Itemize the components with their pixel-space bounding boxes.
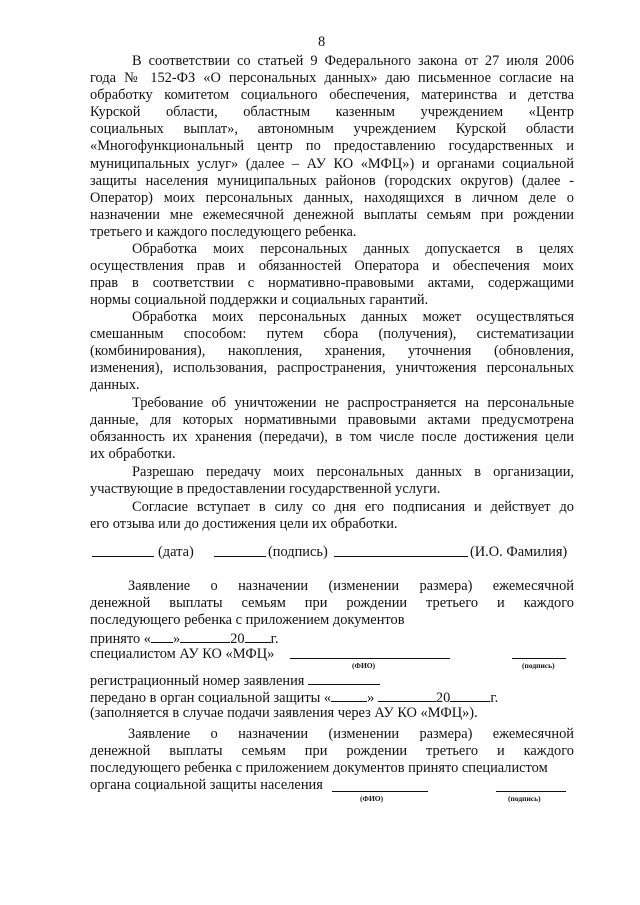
- accepted-close-quote: »: [173, 630, 181, 647]
- paragraph-line: Оператор) моих персональных данных, находящихся в личном деле о: [90, 189, 574, 206]
- year-blank: [245, 629, 271, 643]
- paragraph-line: года № 152-ФЗ «О персональных данных» даю письменное согласие на: [90, 70, 574, 87]
- transferred-close-quote: »: [367, 689, 375, 706]
- accepted-year: 20: [230, 630, 245, 647]
- social-last-line: органа социальной защиты населения: [90, 776, 323, 793]
- day-blank: [331, 688, 367, 702]
- paragraph-line: данные, для которых нормативными правовыми актами предусмотрена: [90, 412, 574, 429]
- social-statement-line: последующего ребенка с приложением документов принято специалистом: [90, 759, 548, 776]
- paragraph-line: участвующие в предоставлении государственной услуги.: [90, 481, 441, 498]
- date-blank: [92, 556, 154, 557]
- paragraph-line: (комбинирования), накопления, хранения, уточнения (обновления,: [90, 343, 574, 360]
- reg-number-blank: [308, 671, 380, 685]
- signature-label: (подпись): [268, 544, 328, 561]
- name-label: (И.О. Фамилия): [470, 544, 568, 561]
- paragraph-line: данных.: [90, 377, 140, 394]
- paragraph-line: его отзыва или до достижения цели их обработки.: [90, 515, 398, 532]
- month-blank: [378, 688, 436, 702]
- paragraph-line: муниципальных услуг» (далее – АУ КО «МФЦ») и органами социальной: [90, 155, 574, 172]
- paragraph-line: Разрешаю передачу моих персональных данных в организации,: [132, 464, 574, 481]
- paragraph-line: социальных выплат», автономным учреждением Курской области: [90, 121, 574, 138]
- transferred-text: передано в орган социальной защиты «: [90, 689, 332, 706]
- mfc-statement-line: денежной выплаты семьям при рождении третьего и каждого: [90, 594, 574, 611]
- paragraph-line: защиты населения муниципальных районов (городских округов) (далее -: [90, 172, 574, 189]
- paragraph-line: осуществления прав и обязанностей Оператора и обеспечения моих: [90, 258, 574, 275]
- paragraph-line: третьего и каждого последующего ребенка.: [90, 223, 357, 240]
- paragraph-line: обязанность их хранения (передачи), в том числе после достижения цели: [90, 429, 574, 446]
- accepted-g: г.: [270, 630, 279, 647]
- social-fio-caption: (ФИО): [360, 793, 384, 803]
- paragraph-line: изменения), использования, распространения, уничтожения персональных: [90, 360, 574, 377]
- specialist-sign-blank: [512, 658, 566, 659]
- paragraph-line: Обработка моих персональных данных допускается в целях: [132, 241, 574, 258]
- mfc-statement-line: последующего ребенка с приложением документов: [90, 611, 405, 628]
- sign-caption: (подпись): [522, 660, 555, 670]
- paragraph-line: В соответствии со статьей 9 Федерального закона от 27 июля 2006: [132, 53, 574, 70]
- paragraph-line: смешанным способом: путем сбора (получения), систематизации: [90, 326, 574, 343]
- social-fio-blank: [332, 791, 428, 792]
- fio-caption: (ФИО): [352, 660, 376, 670]
- social-statement-line: Заявление о назначении (изменении размера) ежемесячной: [128, 725, 574, 742]
- specialist-label: специалистом АУ КО «МФЦ»: [90, 645, 275, 662]
- date-label: (дата): [158, 544, 194, 561]
- paragraph-line: прав в соответствии с нормативно-правовыми актами, содержащими: [90, 275, 574, 292]
- day-blank: [151, 629, 173, 643]
- social-sign-blank: [496, 791, 566, 792]
- specialist-fio-blank: [290, 658, 450, 659]
- year-blank: [450, 688, 490, 702]
- paragraph-line: обработку комитетом социального обеспечения, материнства и детства: [90, 87, 574, 104]
- paragraph-line: «Многофункциональный центр по предоставлению государственных и: [90, 138, 574, 155]
- transferred-year: 20: [435, 689, 451, 706]
- mfc-statement-line: Заявление о назначении (изменении размера) ежемесячной: [128, 577, 574, 594]
- month-blank: [180, 629, 230, 643]
- paragraph-line: Курской области, областным казенным учреждением «Центр: [90, 104, 574, 121]
- social-sign-caption: (подпись): [508, 793, 541, 803]
- reg-number-label: регистрационный номер заявления: [90, 672, 305, 689]
- paragraph-line: назначении мне ежемесячной денежной выплаты семьям при рождении: [90, 206, 574, 223]
- note-line: (заполняется в случае подачи заявления через АУ КО «МФЦ»).: [90, 704, 478, 721]
- paragraph-line: нормы социальной поддержки и социальных гарантий.: [90, 292, 429, 309]
- page-number: 8: [318, 34, 326, 50]
- paragraph-line: Требование об уничтожении не распространяется на персональные: [132, 395, 574, 412]
- transferred-g: г.: [490, 689, 499, 706]
- paragraph-line: Обработка моих персональных данных может осуществляться: [132, 309, 574, 326]
- signature-blank: [214, 556, 266, 557]
- accepted-text: принято «: [90, 630, 152, 647]
- social-statement-line: денежной выплаты семьям при рождении третьего и каждого: [90, 742, 574, 759]
- name-blank: [334, 556, 468, 557]
- paragraph-line: их обработки.: [90, 446, 176, 463]
- paragraph-line: Согласие вступает в силу со дня его подписания и действует до: [132, 498, 574, 515]
